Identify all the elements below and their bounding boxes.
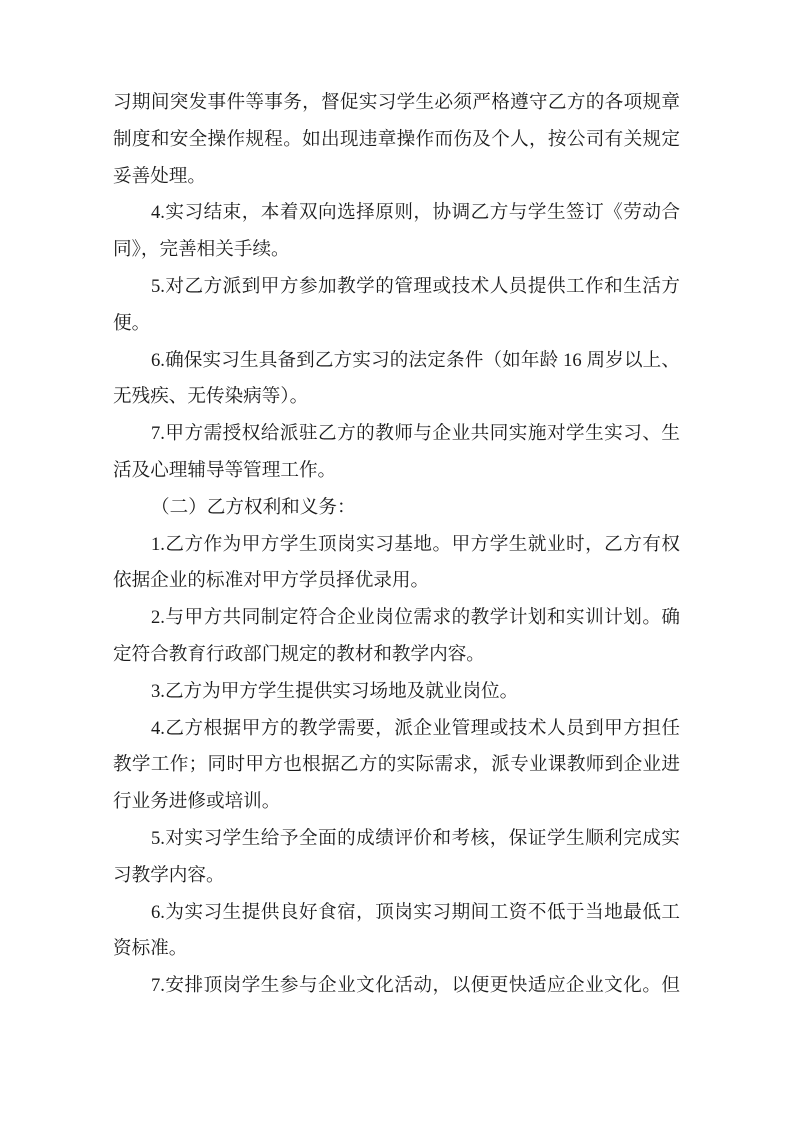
doc-line: 2.与甲方共同制定符合企业岗位需求的教学计划和实训计划。确: [151, 607, 680, 629]
doc-line: 资标准。: [113, 938, 188, 960]
doc-line: 6.确保实习生具备到乙方实习的法定条件（如年龄 16 周岁以上、: [151, 349, 680, 371]
doc-line: 4.乙方根据甲方的教学需要，派企业管理或技术人员到甲方担任: [151, 717, 680, 739]
doc-line: 定符合教育行政部门规定的教材和教学内容。: [113, 643, 485, 665]
doc-line: 依据企业的标准对甲方学员择优录用。: [113, 570, 430, 592]
doc-line: 便。: [113, 312, 151, 334]
doc-line: 6.为实习生提供良好食宿，顶岗实习期间工资不低于当地最低工: [151, 901, 680, 923]
doc-line: 习期间突发事件等事务，督促实习学生必须严格遵守乙方的各项规章: [113, 92, 680, 113]
doc-section-heading: （二）乙方权利和义务：: [151, 496, 356, 518]
doc-line: 行业务进修或培训。: [113, 791, 281, 813]
doc-line: 7.甲方需授权给派驻乙方的教师与企业共同实施对学生实习、生: [151, 423, 680, 445]
doc-line: 同》，完善相关手续。: [113, 239, 290, 261]
doc-line: 习教学内容。: [113, 864, 225, 886]
doc-line: 7.安排顶岗学生参与企业文化活动，以便更快适应企业文化。但: [151, 975, 680, 997]
doc-line: 教学工作；同时甲方也根据乙方的实际需求，派专业课教师到企业进: [113, 754, 680, 776]
doc-line: 制度和安全操作规程。如出现违章操作而伤及个人，按公司有关规定: [113, 128, 680, 150]
doc-line: 1.乙方作为甲方学生顶岗实习基地。甲方学生就业时，乙方有权: [151, 533, 680, 555]
doc-line: 无残疾、无传染病等）。: [113, 386, 309, 408]
document-body: [113, 85, 680, 1005]
doc-line: 3.乙方为甲方学生提供实习场地及就业岗位。: [151, 680, 519, 702]
doc-line: 4.实习结束，本着双向选择原则，协调乙方与学生签订《劳动合: [151, 202, 680, 224]
doc-line: 活及心理辅导等管理工作。: [113, 459, 337, 481]
doc-line: 5.对乙方派到甲方参加教学的管理或技术人员提供工作和生活方: [151, 275, 680, 297]
doc-line: 5.对实习学生给予全面的成绩评价和考核，保证学生顺利完成实: [151, 827, 680, 849]
doc-line: 妥善处理。: [113, 165, 206, 187]
